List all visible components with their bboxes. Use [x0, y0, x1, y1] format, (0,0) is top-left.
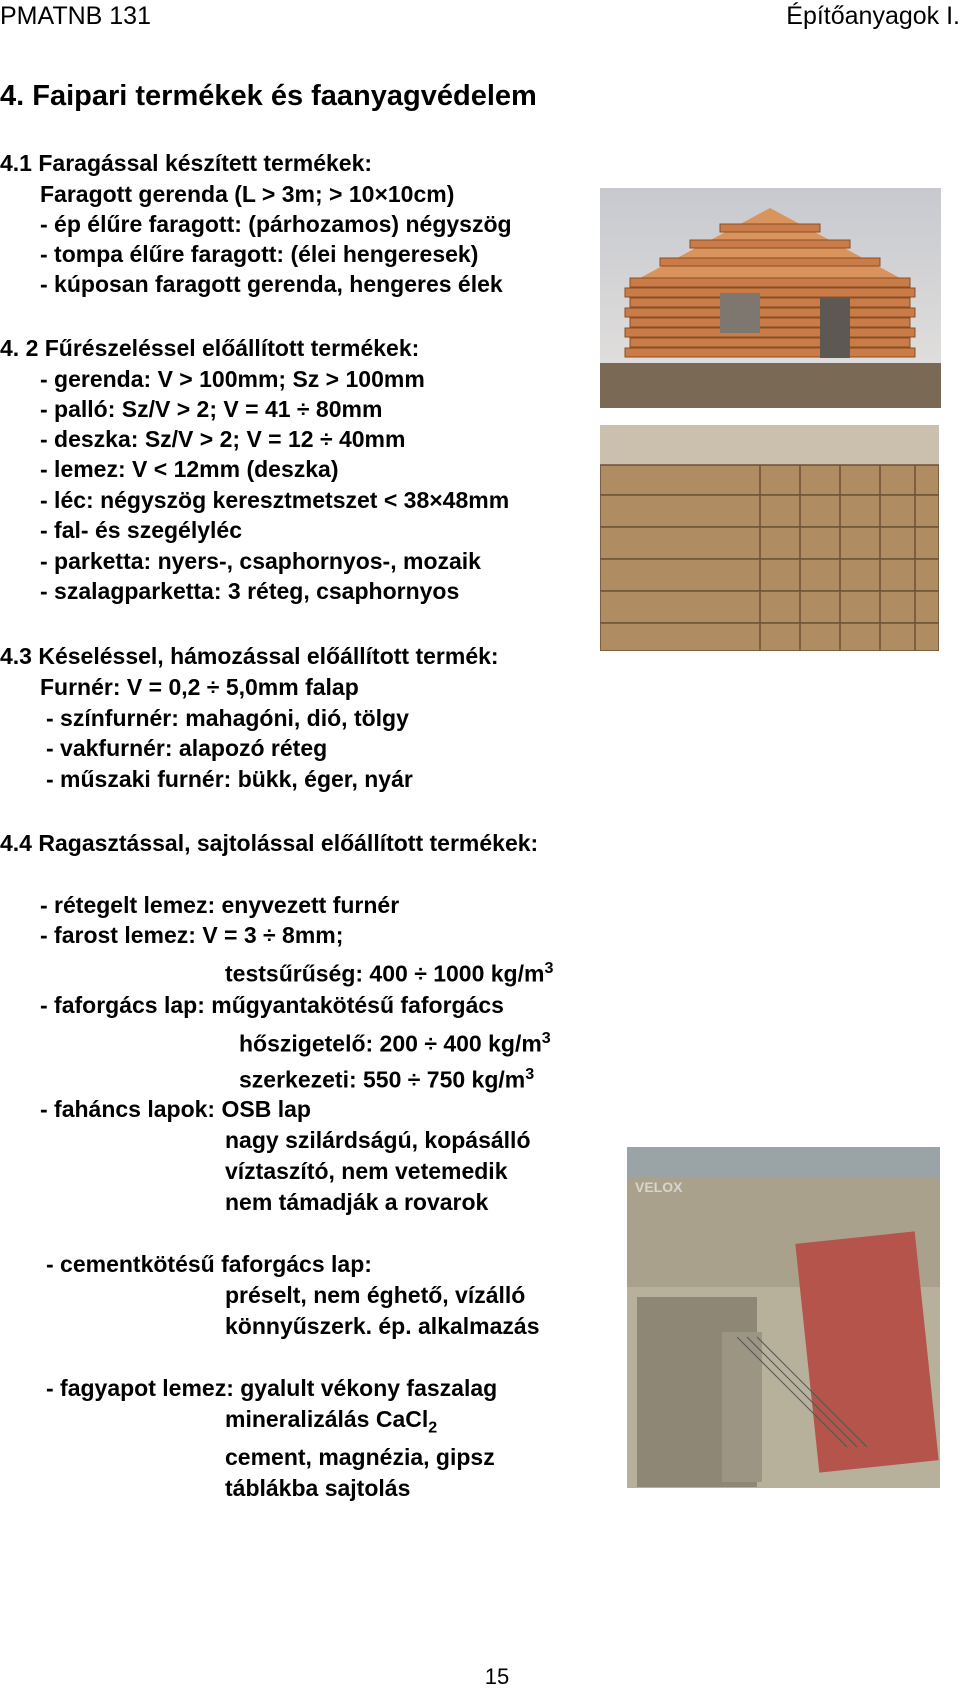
section-4-2-heading: 4. 2 Fűrészeléssel előállított termékek:: [0, 335, 420, 361]
s44-line: cement, magnézia, gipsz: [225, 1444, 495, 1470]
s43-line: - műszaki furnér: bükk, éger, nyár: [46, 766, 413, 792]
s43-line: - vakfurnér: alapozó réteg: [46, 735, 328, 761]
s44-line: - rétegelt lemez: enyvezett furnér: [40, 892, 400, 918]
s44-line: víztaszító, nem vetemedik: [225, 1158, 508, 1184]
s43-line: Furnér: V = 0,2 ÷ 5,0mm falap: [40, 674, 359, 700]
superscript: 3: [544, 959, 554, 977]
s44-line: - farost lemez: V = 3 ÷ 8mm;: [40, 922, 344, 948]
section-4-4-heading: 4.4 Ragasztással, sajtolással előállított termékek:: [0, 830, 539, 856]
s44-line: préselt, nem éghető, vízálló: [225, 1282, 526, 1308]
s44-line: szerkezeti: 550 ÷ 750 $kg/m^3$: [239, 1065, 535, 1093]
stacked-timber-photo: [600, 425, 939, 651]
s44-line: könnyűszerk. ép. alkalmazás: [225, 1313, 540, 1339]
s42-line: - lemez: V < 12mm (deszka): [40, 456, 339, 482]
s42-line: - palló: Sz/V > 2; V = 41 ÷ 80mm: [40, 396, 383, 422]
s42-line: - gerenda: V > 100mm; Sz > 100mm: [40, 366, 425, 392]
superscript: 3: [541, 1029, 551, 1047]
page-number: 15: [484, 1664, 510, 1689]
subscript: 2: [428, 1418, 438, 1437]
s44-line: nagy szilárdságú, kopásálló: [225, 1127, 531, 1153]
s41-line: - ép élűre faragott: (párhozamos) négyszög: [40, 211, 512, 237]
s44-line: - cementkötésű faforgács lap:: [46, 1251, 372, 1277]
s42-line: - szalagparketta: 3 réteg, csaphornyos: [40, 578, 460, 604]
s41-line: - tompa élűre faragott: (élei hengeresek): [40, 241, 479, 267]
s44-line: testsűrűség: 400 ÷ 1000 $kg/m^3$: [225, 959, 554, 987]
s42-line: - léc: négyszög keresztmetszet < 38×48mm: [40, 487, 510, 513]
s43-line: - színfurnér: mahagóni, dió, tölgy: [46, 705, 409, 731]
s42-line: - deszka: Sz/V > 2; V = 12 ÷ 40mm: [40, 426, 406, 452]
section-4-1-heading: 4.1 Faragással készített termékek:: [0, 150, 373, 176]
velox-construction-photo: [627, 1147, 940, 1488]
page-title: 4. Faipari termékek és faanyagvédelem: [0, 80, 537, 112]
s44-line: nem támadják a rovarok: [225, 1189, 489, 1215]
s44-line: - faforgács lap: műgyantakötésű faforgács: [40, 992, 504, 1018]
velox-label: VELOX: [635, 1179, 683, 1195]
section-4-3-heading: 4.3 Késeléssel, hámozással előállított termék:: [0, 643, 499, 669]
s44-line: hőszigetelő: 200 ÷ 400 $kg/m^3$: [239, 1029, 551, 1057]
header-subject: Építőanyagok I.: [786, 2, 960, 30]
log-house-photo: [600, 188, 941, 408]
s42-line: - parketta: nyers-, csaphornyos-, mozaik: [40, 548, 481, 574]
s42-line: - fal- és szegélyléc: [40, 517, 242, 543]
header-course-code: PMATNB 131: [0, 2, 151, 30]
s41-line: Faragott gerenda (L > 3m; > 10×10cm): [40, 181, 455, 207]
s44-line: táblákba sajtolás: [225, 1475, 411, 1501]
s44-line: - faháncs lapok: OSB lap: [40, 1096, 311, 1122]
s44-line: mineralizálás CaCl$_2$: [225, 1406, 438, 1437]
s44-line: - fagyapot lemez: gyalult vékony faszalag: [46, 1375, 498, 1401]
superscript: 3: [525, 1065, 535, 1083]
s41-line: - kúposan faragott gerenda, hengeres élek: [40, 271, 503, 297]
